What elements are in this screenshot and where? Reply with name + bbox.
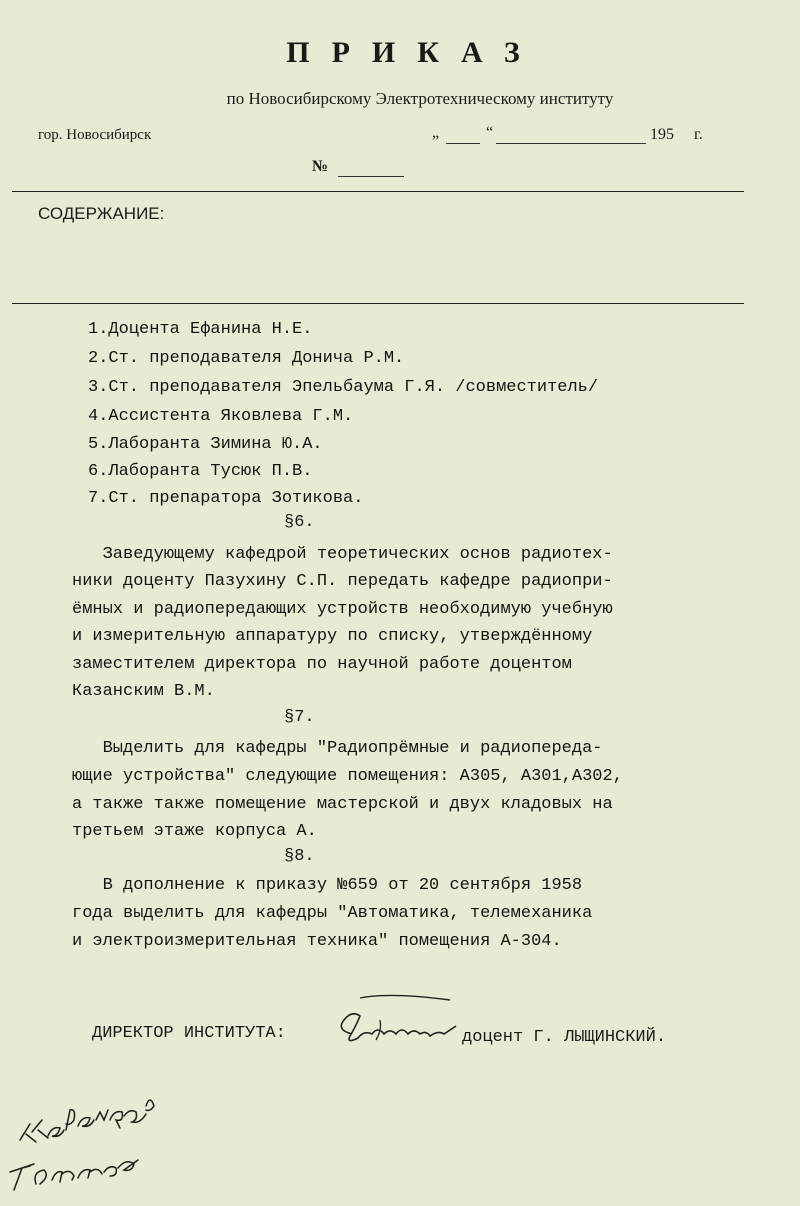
signature-scribble-icon bbox=[330, 990, 462, 1060]
paragraph-line: Заведующему кафедрой теоретических основ радиотех- bbox=[72, 545, 613, 564]
paragraph-line: и измерительную аппаратуру по списку, утверждённому bbox=[72, 627, 593, 646]
list-item: 2.Ст. преподавателя Донича Р.М. bbox=[88, 349, 405, 368]
institute-subtitle: по Новосибирскому Электротехническому институту bbox=[226, 89, 614, 108]
section-heading: §6. bbox=[284, 513, 315, 532]
section-heading: §8. bbox=[284, 847, 315, 866]
year-prefix: 195 bbox=[650, 126, 674, 143]
date-day-blank bbox=[446, 143, 480, 144]
date-close-quote: “ bbox=[486, 124, 494, 141]
handwritten-note-icon bbox=[0, 1080, 170, 1206]
paragraph-line: а также также помещение мастерской и двух кладовых на bbox=[72, 795, 613, 814]
paragraph-line: ёмных и радиопередающих устройств необходимую учебную bbox=[72, 600, 613, 619]
list-item: 1.Доцента Ефанина Н.Е. bbox=[88, 320, 313, 339]
contents-label: СОДЕРЖАНИЕ: bbox=[38, 204, 165, 223]
order-number-label: № bbox=[312, 158, 329, 175]
paragraph-line: ники доценту Пазухину С.П. передать кафедре радиопри- bbox=[72, 572, 613, 591]
date-open-quote: „ bbox=[432, 124, 440, 141]
paragraph-line: года выделить для кафедры "Автоматика, телемеханика bbox=[72, 904, 593, 923]
list-item: 5.Лаборанта Зимина Ю.А. bbox=[88, 435, 323, 454]
date-month-blank bbox=[496, 143, 646, 144]
divider-bottom bbox=[12, 303, 744, 304]
paragraph-line: Казанским В.М. bbox=[72, 682, 215, 701]
paragraph-line: заместителем директора по научной работе доцентом bbox=[72, 655, 572, 674]
director-name: доцент Г. ЛЫЩИНСКИЙ. bbox=[462, 1028, 667, 1047]
list-item: 6.Лаборанта Тусюк П.В. bbox=[88, 462, 313, 481]
list-item: 4.Ассистента Яковлева Г.М. bbox=[88, 407, 354, 426]
paragraph-line: ющие устройства" следующие помещения: А305, А301,А302, bbox=[72, 767, 623, 786]
section-heading: §7. bbox=[284, 708, 315, 727]
paragraph-line: третьем этаже корпуса А. bbox=[72, 822, 317, 841]
paragraph-line: Выделить для кафедры "Радиопрёмные и радиопереда- bbox=[72, 739, 603, 758]
list-item: 7.Ст. препаратора Зотикова. bbox=[88, 489, 364, 508]
year-suffix: г. bbox=[694, 126, 703, 143]
divider-top bbox=[12, 191, 744, 192]
city-label: гор. Новосибирск bbox=[38, 127, 152, 143]
list-item: 3.Ст. преподавателя Эпельбаума Г.Я. /совместитель/ bbox=[88, 378, 599, 397]
paragraph-line: и электроизмерительная техника" помещения А-304. bbox=[72, 932, 562, 951]
signature-label: ДИРЕКТОР ИНСТИТУТА: bbox=[92, 1024, 286, 1043]
document-title: ПРИКАЗ bbox=[286, 36, 542, 69]
order-number-blank bbox=[338, 176, 404, 177]
paragraph-line: В дополнение к приказу №659 от 20 сентября 1958 bbox=[72, 876, 583, 895]
